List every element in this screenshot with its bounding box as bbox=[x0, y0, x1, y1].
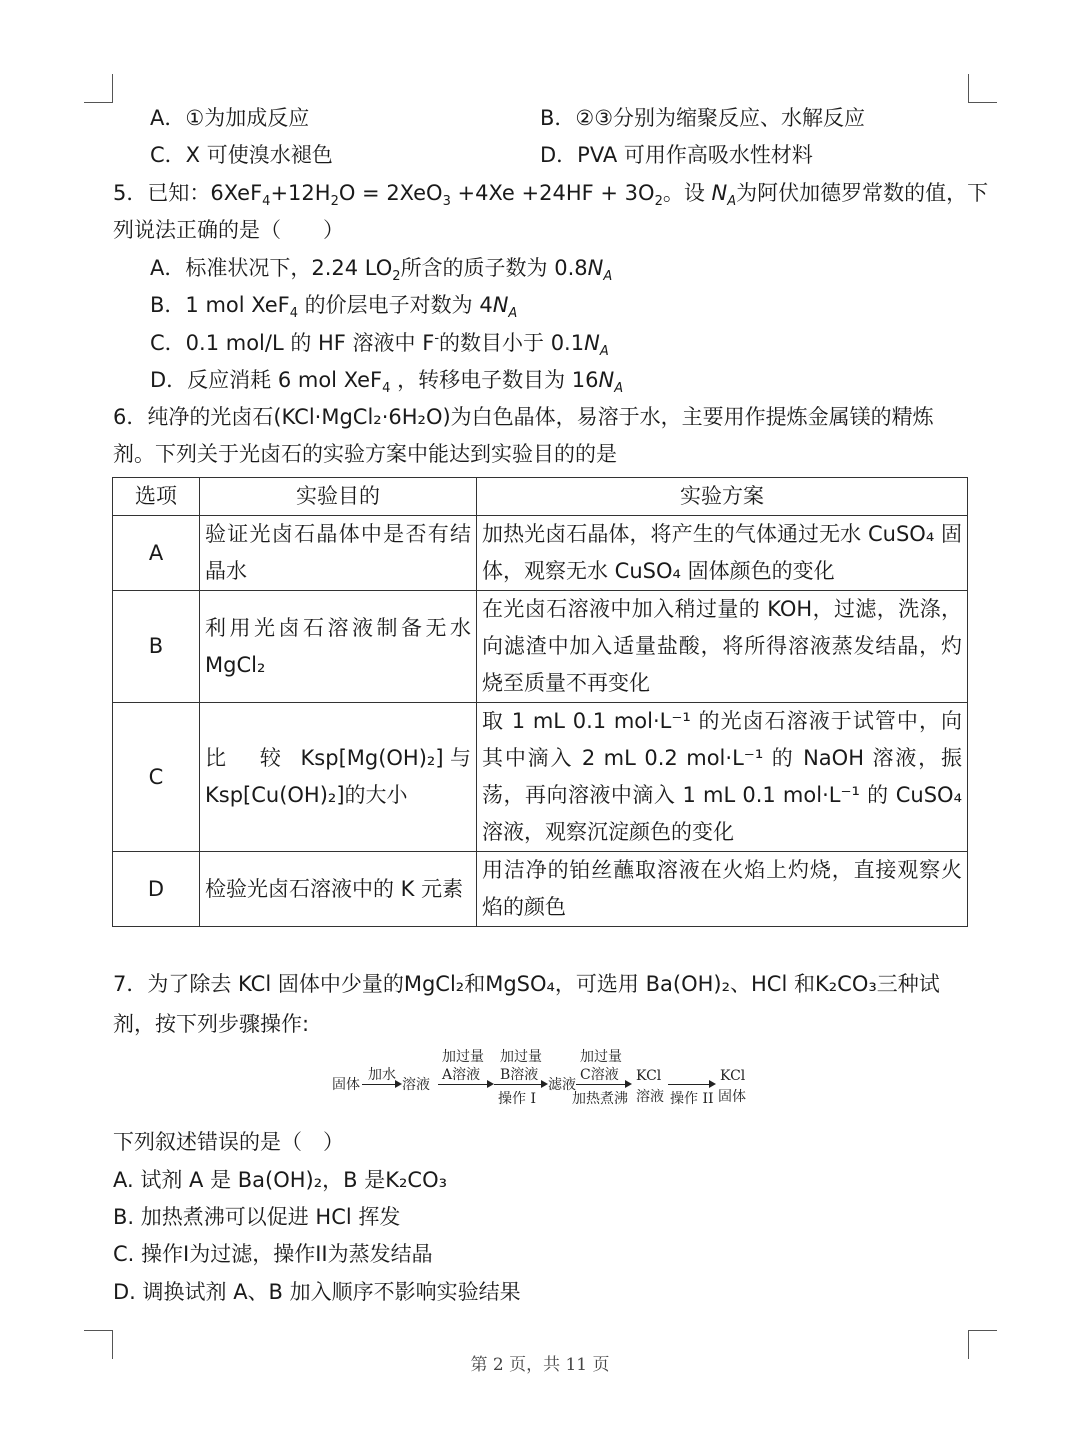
flow-arrow bbox=[494, 1084, 546, 1085]
q5-option-a: A．标准状况下，2.24 $LO_2$所含的质子数为 $0.8N_A$ bbox=[150, 256, 613, 285]
flow-add-water: 加水 bbox=[368, 1067, 396, 1083]
row-goal: 验证光卤石晶体中是否有结晶水 bbox=[200, 516, 477, 591]
header-plan: 实验方案 bbox=[477, 478, 968, 516]
header-option: 选项 bbox=[113, 478, 200, 516]
flow-solution: 溶液 bbox=[402, 1077, 430, 1093]
flow-kcl-solid: 固体 bbox=[718, 1089, 746, 1105]
q5-stem-line1: 5．已知：$6XeF_4+12H_2O = 2XeO_3 +4Xe +24HF + 3O_2$。设 $N_A$为阿伏加德罗常数的值，下 bbox=[113, 181, 989, 210]
q6-stem-line1: 6．纯净的光卤石(KCl·MgCl₂·6H₂O)为白色晶体，易溶于水，主要用作提炼金属镁的精炼 bbox=[113, 405, 934, 429]
row-plan: 用洁净的铂丝蘸取溶液在火焰上灼烧，直接观察火焰的颜色 bbox=[477, 852, 968, 927]
flow-arrow bbox=[668, 1084, 714, 1085]
flow-add-a-top: 加过量 bbox=[442, 1049, 484, 1065]
table-row bbox=[113, 852, 968, 927]
q4-option-b: B．②③分别为缩聚反应、水解反应 bbox=[540, 106, 866, 130]
q5-option-d: D．反应消耗 6 mol XeF$_4$ ，转移电子数目为 $16N_A$ bbox=[150, 368, 624, 397]
q6-stem-line2: 剂。下列关于光卤石的实验方案中能达到实验目的的是 bbox=[113, 442, 617, 466]
row-goal: 比 较 Ksp[Mg(OH)₂]与 Ksp[Cu(OH)₂]的大小 bbox=[200, 703, 477, 852]
flow-add-c-top: 加过量 bbox=[580, 1049, 622, 1065]
row-goal: 利用光卤石溶液制备无水 MgCl₂ bbox=[200, 591, 477, 703]
flow-heat: 加热煮沸 bbox=[572, 1091, 628, 1107]
row-plan: 加热光卤石晶体，将产生的气体通过无水 CuSO₄ 固体，观察无水 CuSO₄ 固体颜色的变化 bbox=[477, 516, 968, 591]
q4-option-c: C．X 可使溴水褪色 bbox=[150, 143, 333, 167]
row-option: D bbox=[113, 852, 200, 927]
row-option: A bbox=[113, 516, 200, 591]
flow-add-b-top: 加过量 bbox=[500, 1049, 542, 1065]
table-row bbox=[113, 591, 968, 703]
row-plan: 在光卤石溶液中加入稍过量的 KOH，过滤，洗涤，向滤渣中加入适量盐酸，将所得溶液蒸发结晶，灼烧至质量不再变化 bbox=[477, 591, 968, 703]
page-number-footer: 第 2 页，共 11 页 bbox=[470, 1355, 610, 1375]
row-plan: 取 1 mL 0.1 mol·L⁻¹ 的光卤石溶液于试管中，向其中滴入 2 mL 0.2 mol·L⁻¹ 的 NaOH 溶液，振荡，再向溶液中滴入 1 mL 0.1 mol·L⁻¹ 的 CuSO₄ 溶液，观察沉淀颜色的变化 bbox=[477, 703, 968, 852]
table-header-row bbox=[113, 478, 968, 516]
q7-option-d: D. 调换试剂 A、B 加入顺序不影响实验结果 bbox=[113, 1280, 521, 1304]
table-row bbox=[113, 516, 968, 591]
q5-option-b: B．1 mol XeF$_4$ 的价层电子对数为 $4N_A$ bbox=[150, 293, 518, 322]
q5-stem-line2: 列说法正确的是（ ） bbox=[113, 218, 344, 242]
q4-option-a: A．①为加成反应 bbox=[150, 106, 310, 130]
crop-mark-top-left bbox=[84, 74, 113, 103]
flow-add-a-bottom: A溶液 bbox=[442, 1067, 481, 1083]
q7-option-b: B. 加热煮沸可以促进 HCl 挥发 bbox=[113, 1205, 401, 1229]
q7-stem-line1: 7．为了除去 KCl 固体中少量的MgCl₂和MgSO₄，可选用 Ba(OH)₂、HCl 和K₂CO₃三种试 bbox=[113, 972, 940, 996]
flow-kcl-2: KCl bbox=[720, 1068, 746, 1084]
flow-op1: 操作 I bbox=[498, 1091, 536, 1107]
flow-arrow bbox=[438, 1084, 492, 1085]
q7-stem-line2: 剂，按下列步骤操作: bbox=[113, 1012, 310, 1036]
row-goal: 检验光卤石溶液中的 K 元素 bbox=[200, 852, 477, 927]
process-flow-diagram bbox=[330, 1044, 760, 1110]
row-option: C bbox=[113, 703, 200, 852]
q5-option-c: C．0.1 mol/L 的 HF 溶液中 F-的数目小于 $0.1N_A$ bbox=[150, 331, 609, 360]
header-goal: 实验目的 bbox=[200, 478, 477, 516]
flow-arrow bbox=[576, 1084, 630, 1085]
q7-question: 下列叙述错误的是（ ） bbox=[113, 1130, 344, 1154]
flow-kcl-1: KCl bbox=[636, 1068, 662, 1084]
flow-solid: 固体 bbox=[332, 1077, 360, 1093]
flow-arrow bbox=[362, 1084, 400, 1085]
q7-option-a: A. 试剂 A 是 Ba(OH)₂，B 是K₂CO₃ bbox=[113, 1168, 448, 1192]
row-option: B bbox=[113, 591, 200, 703]
table-row bbox=[113, 703, 968, 852]
q7-option-c: C. 操作I为过滤，操作II为蒸发结晶 bbox=[113, 1242, 433, 1266]
q4-option-d: D．PVA 可用作高吸水性材料 bbox=[540, 143, 813, 167]
flow-kcl-solution: 溶液 bbox=[636, 1089, 664, 1105]
flow-add-b-mid: B溶液 bbox=[500, 1067, 539, 1083]
flow-filtrate: 滤液 bbox=[548, 1077, 576, 1093]
flow-add-c-mid: C溶液 bbox=[580, 1067, 619, 1083]
experiment-table bbox=[112, 477, 968, 927]
crop-mark-top-right bbox=[968, 74, 997, 103]
flow-op2: 操作 II bbox=[670, 1091, 714, 1107]
